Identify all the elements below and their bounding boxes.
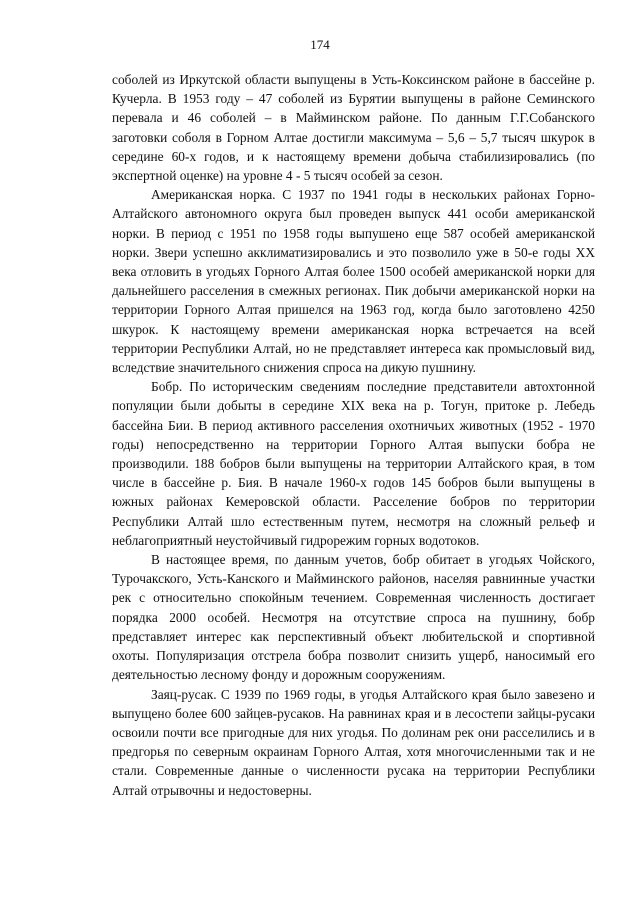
paragraph-beaver-history: Бобр. По историческим сведениям последние представители автохтонной популяции были добыты в середине XIX века на р. Тогун, притоке р. Лебедь бассейна Бии. В период активного расселения охотничьих животных (1952 - 1970 годы) непосредственно на территории Горного Алтая выпуски бобра не производили. 188 бобров были выпущены на территории Алтайского края, в том числе в бассейне р. Бия. В начале 1960-х годов 145 бобров были выпущены в южных районах Кемеровской области. Расселение бобров по территории Республики Алтай шло естественным путем, несмотря на сложный рельеф и неблагоприятный неустойчивый гидрорежим горных водотоков.: [112, 379, 595, 548]
paragraph-brown-hare: Заяц-русак. С 1939 по 1969 годы, в угодья Алтайского края было завезено и выпущено более 600 зайцев-русаков. На равнинах края и в лесостепи зайцы-русаки освоили почти все пригодные для них угодья. По долинам рек они расселились и в предгорья по северным окраинам Горного Алтая, хотя многочисленными так и не стали. Современные данные о численности русака на территории Республики Алтай отрывочны и недостоверны.: [112, 686, 595, 798]
page-number: 174: [310, 37, 330, 52]
body-text: [112, 70, 595, 800]
paragraph-sable-continued: соболей из Иркутской области выпущены в Усть-Коксинском районе в бассейне р. Кучерла. В 1953 году – 47 соболей из Бурятии выпущены в районе Семинского перевала и 46 соболей – в Майминском районе. По данным Г.Г.Собанского заготовки соболя в Горном Алтае достигли максимума – 5,6 – 5,7 тысяч шкурок в середине 60-х годов, и к настоящему времени добыча стабилизировались (по экспертной оценке) на уровне 4 - 5 тысяч особей за сезон.: [112, 72, 595, 184]
paragraph-american-mink: Американская норка. С 1937 по 1941 годы в нескольких районах Горно-Алтайского автономного округа был проведен выпуск 441 особи американской норки. В период с 1951 по 1958 годы выпушено еще 587 особей американской норки. Звери успешно акклиматизировались и это позволило уже в 50-е годы XX века отловить в угодьях Горного Алтая более 1500 особей американской норки для дальнейшего расселения в смежных регионах. Пик добычи американской норки на территории Горного Алтая пришелся на 1963 год, когда было заготовлено 4250 шкурок. К настоящему времени американская норка встречается на всей территории Республики Алтай, но не представляет интереса как промысловый вид, вследствие значительного снижения спроса на дикую пушнину.: [112, 187, 595, 376]
paragraph-beaver-current: В настоящее время, по данным учетов, бобр обитает в угодьях Чойского, Турочакского, Усть-Канского и Майминского районов, населяя равнинные участки рек с относительно спокойным течением. Современная численность достигает порядка 2000 особей. Несмотря на отсутствие спроса на пушнину, бобр представляет интерес как перспективный объект любительской и спортивной охоты. Популяризация отстрела бобра позволит снизить ущерб, наносимый его деятельностью лесному фонду и дорожным сооружениям.: [112, 552, 595, 683]
